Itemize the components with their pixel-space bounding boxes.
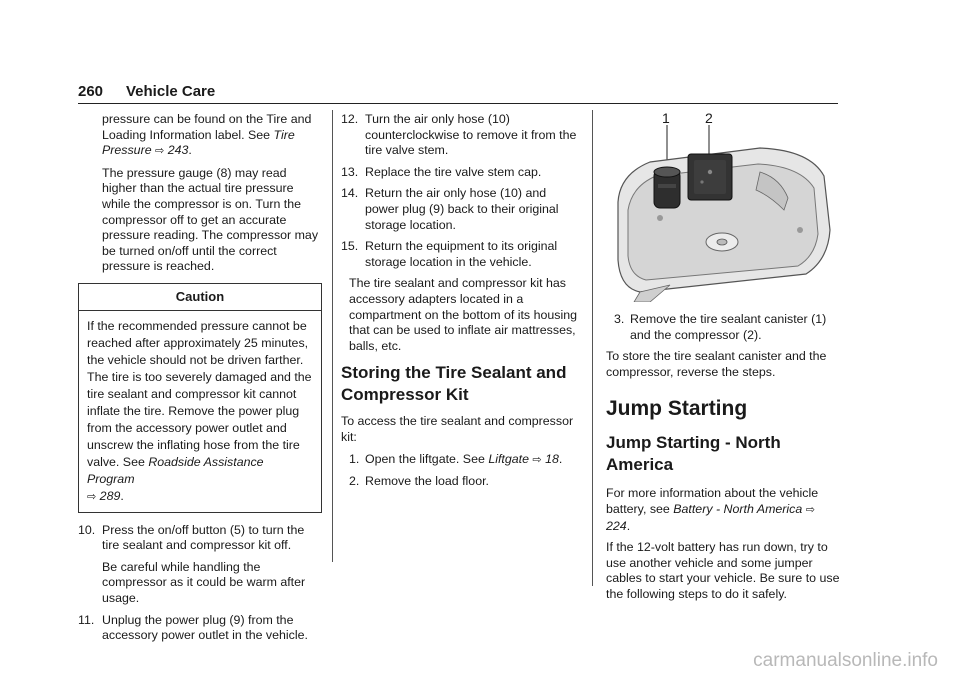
jump-starting-na-heading: Jump Starting - North America xyxy=(606,433,781,475)
xref-page[interactable]: 289 xyxy=(99,488,121,503)
xref-arrow-icon: ⇨ xyxy=(87,490,97,503)
xref-arrow-icon: ⇨ xyxy=(532,453,542,466)
xref-page[interactable]: 243 xyxy=(167,143,189,158)
column-divider-1 xyxy=(332,110,333,562)
xref-arrow-icon: ⇨ xyxy=(155,145,165,158)
caution-body: If the recommended pressure cannot be reached after approximately 25 minutes, the vehicle should not be driven farther. The tire is too severely damaged and the tire sealant and compressor kit cannot inflate the tire. Remove the power plug from the accessory power outlet and unscrew the inflating hose from the tire valve. See Roadside Assistance Program ⇨ 289. xyxy=(87,318,312,503)
step-13: 13. Replace the tire valve stem cap. xyxy=(341,164,542,179)
storing-step-1: 1. Open the liftgate. See Liftgate ⇨ 18. xyxy=(349,451,563,466)
xref-page[interactable]: 224 xyxy=(606,518,627,533)
page-number: 260 xyxy=(78,83,104,100)
xref-battery[interactable]: Battery - North America xyxy=(673,501,803,516)
column-divider-2 xyxy=(592,110,593,586)
storing-heading: Storing the Tire Sealant and Compressor Kit xyxy=(341,363,567,405)
column-3 xyxy=(606,312,842,609)
battery-info-paragraph: For more information about the vehicle battery, see Battery - North America ⇨ 224. xyxy=(606,486,819,533)
reverse-steps-paragraph: To store the tire sealant canister and the compressor, reverse the steps. xyxy=(606,349,827,379)
tire-pressure-paragraph: pressure can be found on the Tire and Loading Information label. See Tire Pressure ⇨ 243. xyxy=(102,112,312,158)
callout-1: 1 xyxy=(662,110,670,126)
xref-liftgate[interactable]: Liftgate xyxy=(488,451,529,466)
step-12: 12. Turn the air only hose (10) counterclockwise to remove it from the tire valve stem. xyxy=(341,112,577,158)
section-title: Vehicle Care xyxy=(126,83,216,100)
caution-box xyxy=(78,283,322,513)
jumper-cables-paragraph: If the 12-volt battery has run down, try to use another vehicle and some jumper cables to start your vehicle. Be sure to use the following steps to do it safely. xyxy=(606,540,840,601)
gauge-paragraph: The pressure gauge (8) may read higher than the actual tire pressure while the compressor is on. Turn the compressor off to get an accurate pressure reading. The compressor may be turned on/off until the correct pressure is reached. xyxy=(102,165,319,274)
column-1 xyxy=(78,112,322,650)
kit-storage-illustration xyxy=(610,110,835,302)
adapters-paragraph: The tire sealant and compressor kit has accessory adapters located in a compartment on the bottom of its housing that can be used to inflate air mattresses, balls, etc. xyxy=(349,276,577,353)
caution-title: Caution xyxy=(79,284,321,311)
storing-step-2: 2. Remove the load floor. xyxy=(349,474,489,489)
xref-roadside-assistance[interactable]: Roadside Assistance Program xyxy=(87,454,264,486)
column-2 xyxy=(341,112,581,496)
step-14: 14. Return the air only hose (10) and power plug (9) back to their original storage location. xyxy=(341,186,559,232)
callout-2: 2 xyxy=(705,110,713,126)
storing-step-3: 3. Remove the tire sealant canister (1) and the compressor (2). xyxy=(614,312,827,342)
xref-arrow-icon: ⇨ xyxy=(805,503,815,516)
step-10-note: Be careful while handling the compressor as it could be warm after usage. xyxy=(102,559,306,605)
jump-starting-heading: Jump Starting xyxy=(606,397,748,421)
watermark: carmanualsonline.info xyxy=(753,650,938,671)
storage-compartment-drawing xyxy=(610,110,835,302)
access-intro: To access the tire sealant and compressor kit: xyxy=(341,414,574,444)
step-15: 15. Return the equipment to its original storage location in the vehicle. xyxy=(341,239,558,269)
step-11: 11. Unplug the power plug (9) from the accessory power outlet in the vehicle. xyxy=(78,612,308,643)
xref-tire-pressure[interactable]: Tire Pressure xyxy=(102,127,295,158)
step-10: 10. Press the on/off button (5) to turn the tire sealant and compressor kit off. xyxy=(78,522,305,553)
header-rule xyxy=(78,103,838,104)
xref-page[interactable]: 18 xyxy=(545,451,559,466)
